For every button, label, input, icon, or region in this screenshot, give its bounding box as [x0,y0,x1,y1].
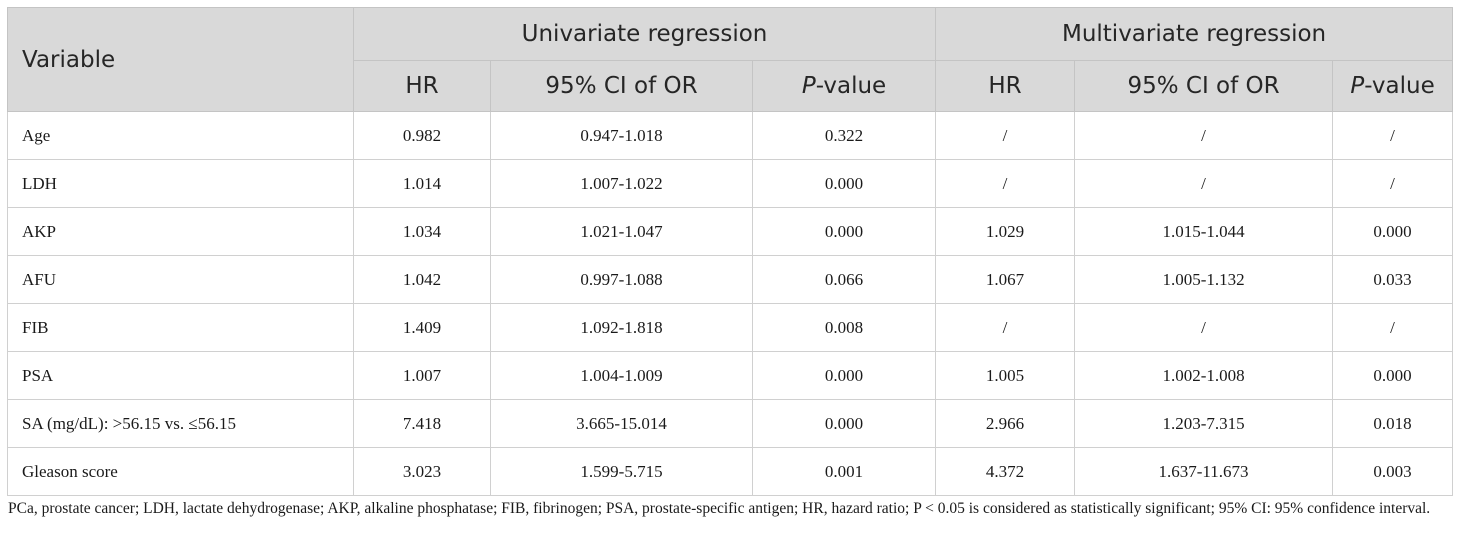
univariate-p: 0.008 [753,304,936,352]
univariate-hr: 3.023 [354,448,491,496]
univariate-hr: 7.418 [354,400,491,448]
multivariate-p: 0.003 [1333,448,1453,496]
multivariate-p: 0.000 [1333,352,1453,400]
univariate-p: 0.000 [753,352,936,400]
regression-table-container [7,7,1452,520]
multivariate-p: / [1333,160,1453,208]
multivariate-ci-header: 95% CI of OR [1075,61,1333,112]
univariate-hr: 1.034 [354,208,491,256]
univariate-p: 0.001 [753,448,936,496]
table-row [8,160,1453,208]
variable-column-header: Variable [8,8,354,112]
table-row [8,400,1453,448]
univariate-p: 0.000 [753,160,936,208]
table-footnote: PCa, prostate cancer; LDH, lactate dehydrogenase; AKP, alkaline phosphatase; FIB, fibrinogen; PSA, prostate-specific antigen; HR, hazard ratio; P < 0.05 is considered as statistically significant; 95% CI: 95% confidence interval. [8,500,1431,517]
header-row-groups [8,8,1453,61]
table-row [8,448,1453,496]
multivariate-group-header: Multivariate regression [936,8,1453,61]
multivariate-hr: / [936,160,1075,208]
univariate-ci: 1.004-1.009 [491,352,753,400]
univariate-ci: 1.599-5.715 [491,448,753,496]
univariate-hr: 1.409 [354,304,491,352]
univariate-p: 0.000 [753,208,936,256]
multivariate-hr: 4.372 [936,448,1075,496]
univariate-ci: 1.007-1.022 [491,160,753,208]
univariate-p: 0.066 [753,256,936,304]
univariate-ci: 0.997-1.088 [491,256,753,304]
univariate-ci: 0.947-1.018 [491,112,753,160]
multivariate-p: / [1333,304,1453,352]
multivariate-ci: 1.005-1.132 [1075,256,1333,304]
univariate-ci-header: 95% CI of OR [491,61,753,112]
multivariate-p-header [1333,61,1453,112]
p-italic: P [1350,73,1365,99]
multivariate-ci: 1.203-7.315 [1075,400,1333,448]
univariate-hr: 1.014 [354,160,491,208]
multivariate-p: / [1333,112,1453,160]
multivariate-ci: / [1075,304,1333,352]
univariate-hr: 1.042 [354,256,491,304]
multivariate-hr: 1.005 [936,352,1075,400]
table-header [8,8,1453,112]
multivariate-hr: / [936,112,1075,160]
multivariate-p: 0.000 [1333,208,1453,256]
multivariate-p: 0.018 [1333,400,1453,448]
row-label: PSA [8,352,354,400]
table-body [8,112,1453,496]
multivariate-hr: 1.067 [936,256,1075,304]
univariate-p-header [753,61,936,112]
univariate-p: 0.000 [753,400,936,448]
row-label: Gleason score [8,448,354,496]
multivariate-ci: / [1075,160,1333,208]
multivariate-ci: 1.015-1.044 [1075,208,1333,256]
univariate-hr-header: HR [354,61,491,112]
multivariate-hr: 2.966 [936,400,1075,448]
univariate-ci: 1.092-1.818 [491,304,753,352]
row-label: AFU [8,256,354,304]
multivariate-hr: 1.029 [936,208,1075,256]
multivariate-hr-header: HR [936,61,1075,112]
multivariate-ci: / [1075,112,1333,160]
univariate-p: 0.322 [753,112,936,160]
table-row [8,352,1453,400]
p-italic: P [801,73,816,99]
table-row [8,208,1453,256]
univariate-ci: 1.021-1.047 [491,208,753,256]
table-row [8,304,1453,352]
regression-table [7,7,1453,496]
table-row [8,256,1453,304]
univariate-ci: 3.665-15.014 [491,400,753,448]
univariate-hr: 1.007 [354,352,491,400]
multivariate-hr: / [936,304,1075,352]
row-label: SA (mg/dL): >56.15 vs. ≤56.15 [8,400,354,448]
univariate-hr: 0.982 [354,112,491,160]
p-suffix: -value [1364,73,1435,99]
row-label: FIB [8,304,354,352]
row-label: AKP [8,208,354,256]
multivariate-p: 0.033 [1333,256,1453,304]
row-label: LDH [8,160,354,208]
univariate-group-header: Univariate regression [354,8,936,61]
multivariate-ci: 1.637-11.673 [1075,448,1333,496]
row-label: Age [8,112,354,160]
multivariate-ci: 1.002-1.008 [1075,352,1333,400]
p-suffix: -value [815,73,887,99]
table-row [8,112,1453,160]
